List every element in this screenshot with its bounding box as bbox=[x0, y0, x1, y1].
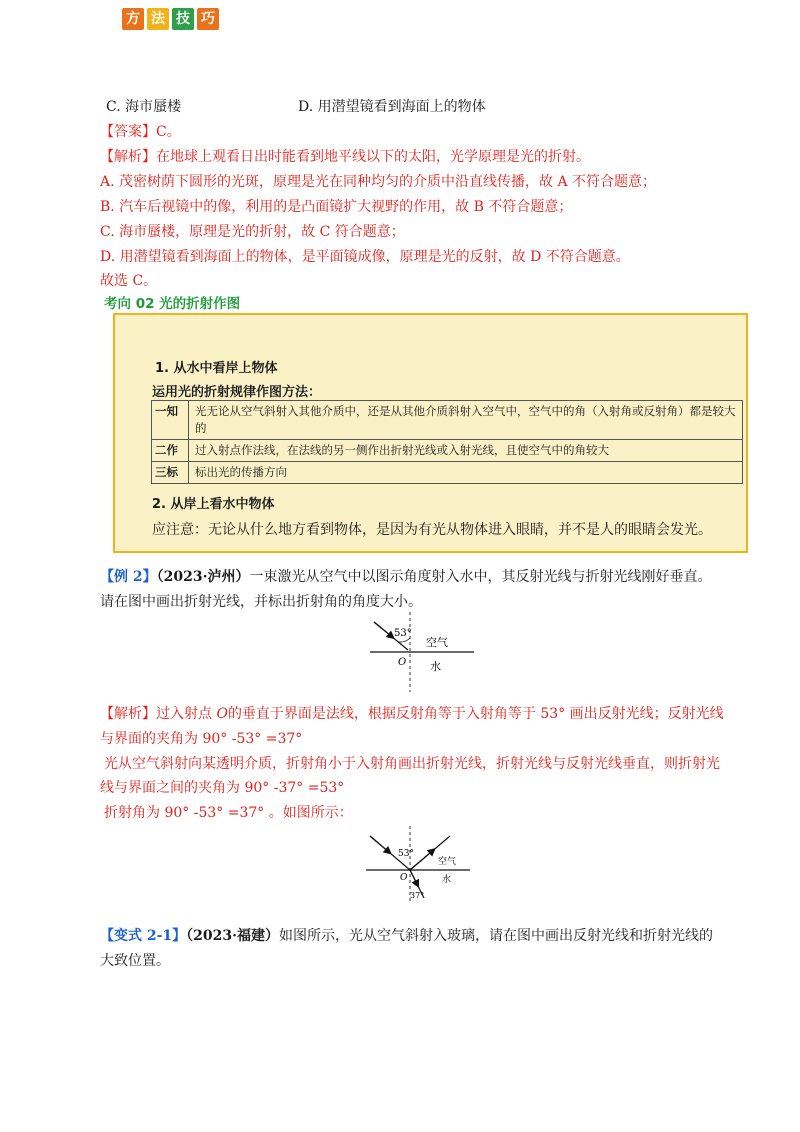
analysis-label: 【解析】 bbox=[100, 149, 156, 165]
example-source: （2023·泸州） bbox=[156, 569, 250, 585]
figure-solution bbox=[358, 826, 478, 906]
section-title: 考向 02 光的折射作图 bbox=[104, 296, 241, 312]
row-key: 二作 bbox=[152, 440, 189, 462]
badge-fa: 法 bbox=[147, 8, 169, 30]
table-row bbox=[152, 401, 743, 440]
analysis2-p2b: 线与界面之间的夹角为 90° -37° =53° bbox=[100, 780, 345, 796]
table-row bbox=[152, 440, 743, 462]
example-2: 【例 2】（2023·泸州）一束激光从空气中以图示角度射入水中，其反射光线与折射光线刚好垂直。 bbox=[100, 569, 712, 585]
method-note: 应注意：无论从什么地方看到物体，是因为有光从物体进入眼睛，并不是人的眼睛会发光。 bbox=[152, 522, 712, 538]
row-text: 过入射点作法线，在法线的另一侧作出折射光线或入射光线，且使空气中的角较大 bbox=[189, 440, 743, 462]
point-o-label: O bbox=[398, 657, 407, 668]
analysis-b: B. 汽车后视镜中的像，利用的是凸面镜扩大视野的作用，故 B 不符合题意； bbox=[100, 199, 573, 215]
air-label: 空气 bbox=[426, 636, 448, 649]
answer-label: 【答案】 bbox=[100, 124, 156, 140]
answer-value: C。 bbox=[156, 124, 181, 140]
method-heading-1: 1. 从水中看岸上物体 bbox=[155, 361, 278, 376]
angle-bottom-label: 37° bbox=[410, 891, 425, 900]
analysis-d: D. 用潜望镜看到海面上的物体，是平面镜成像，原理是光的反射，故 D 不符合题意。 bbox=[100, 249, 630, 265]
badge-qiao: 巧 bbox=[197, 8, 219, 30]
figure-incident-ray bbox=[360, 612, 480, 694]
angle-label: 53° bbox=[394, 628, 412, 639]
option-c: C. 海市蜃楼 bbox=[106, 99, 182, 115]
row-key: 一知 bbox=[152, 401, 189, 440]
analysis2-p1: 【解析】过入射点 O的垂直于界面是法线，根据反射角等于入射角等于 53° 画出反射光线；反射光线 bbox=[100, 706, 724, 722]
method-table bbox=[151, 400, 743, 484]
example-label: 【例 2】 bbox=[100, 569, 157, 585]
analysis2-p1c: 与界面的夹角为 90° -53° =37° bbox=[100, 731, 303, 747]
row-key: 三标 bbox=[152, 462, 189, 484]
table-row bbox=[152, 462, 743, 484]
point-o-label: O bbox=[400, 873, 408, 883]
analysis2-p3: 折射角为 90° -53° =37° 。如图所示： bbox=[104, 805, 353, 821]
badge-ji: 技 bbox=[172, 8, 194, 30]
water-label: 水 bbox=[430, 660, 441, 673]
variant-2-1-line2: 大致位置。 bbox=[100, 953, 170, 969]
variant-2-1: 【变式 2-1】（2023·福建）如图所示，光从空气斜射入玻璃，请在图中画出反射光线和折射光线的 bbox=[100, 928, 714, 944]
variant-label: 【变式 2-1】 bbox=[100, 928, 187, 944]
air-label: 空气 bbox=[438, 857, 457, 867]
option-d: D. 用潜望镜看到海面上的物体 bbox=[298, 99, 486, 115]
analysis-c: C. 海市蜃楼，原理是光的折射，故 C 符合题意； bbox=[100, 224, 405, 240]
example-2-line2: 请在图中画出折射光线，并标出折射角的角度大小。 bbox=[100, 594, 422, 610]
method-heading-2: 2. 从岸上看水中物体 bbox=[152, 497, 275, 512]
method-subheading: 运用光的折射规律作图方法： bbox=[152, 385, 322, 400]
analysis-a: A. 茂密树荫下圆形的光斑，原理是光在同种均匀的介质中沿直线传播，故 A 不符合题意； bbox=[100, 174, 657, 190]
analysis2-label: 【解析】 bbox=[100, 706, 156, 722]
analysis2-p2a: 光从空气斜射向某透明介质，折射角小于入射角画出折射光线，折射光线与反射光线垂直，则折射光 bbox=[104, 756, 720, 772]
water-label: 水 bbox=[442, 875, 452, 885]
angle-top-label: 53° bbox=[398, 849, 414, 859]
row-text: 光无论从空气斜射入其他介质中，还是从其他介质斜射入空气中，空气中的角（入射角或反射角）都是较大的 bbox=[189, 401, 743, 440]
analysis-conclusion: 故选 C。 bbox=[100, 273, 158, 289]
answer bbox=[100, 121, 181, 141]
badge-fang: 方 bbox=[122, 8, 144, 30]
analysis-intro: 【解析】在地球上观看日出时能看到地平线以下的太阳，光学原理是光的折射。 bbox=[100, 149, 590, 165]
row-text: 标出光的传播方向 bbox=[189, 462, 743, 484]
variant-source: （2023·福建） bbox=[186, 928, 280, 944]
